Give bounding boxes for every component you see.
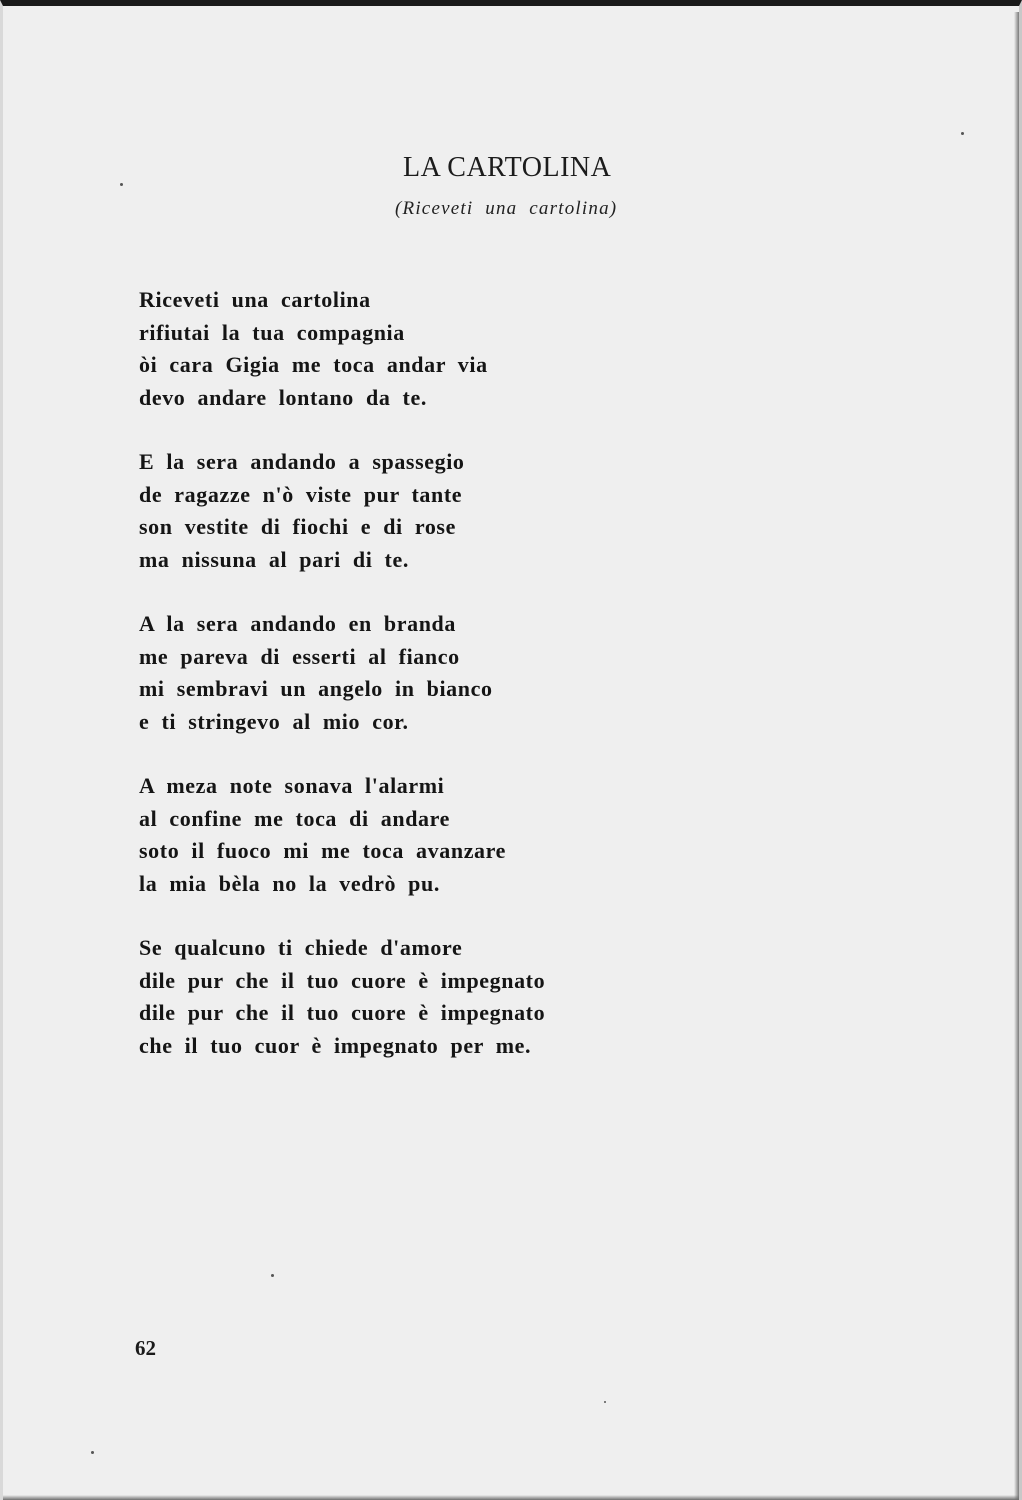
poem-line: mi sembravi un angelo in bianco: [139, 676, 493, 701]
poem-body: [139, 284, 699, 1094]
poem-line: ma nissuna al pari di te.: [139, 546, 409, 572]
print-speck: [271, 1274, 274, 1277]
stanza: [139, 446, 699, 576]
poem-subtitle: (Riceveti una cartolina): [395, 198, 618, 219]
poem-line: A la sera andando en branda: [139, 611, 456, 636]
poem-line: Riceveti una cartolina: [139, 287, 371, 312]
poem-line: rifiutai la tua compagnia: [139, 319, 405, 345]
print-speck: [961, 132, 964, 135]
poem-line: e ti stringevo al mio cor.: [139, 708, 409, 734]
poem-line: Se qualcuno ti chiede d'amore: [139, 935, 463, 960]
stanza: [139, 770, 699, 900]
poem-line: E la sera andando a spassegio: [139, 449, 465, 474]
print-speck: [91, 1451, 94, 1454]
page-edge-shadow-right: [1014, 12, 1019, 1500]
page-number: 62: [135, 1336, 156, 1360]
page-edge-shadow-bottom: [3, 1495, 1022, 1500]
poem-line: dile pur che il tuo cuore è impegnato: [139, 1000, 546, 1025]
poem-line: A meza note sonava l'alarmi: [139, 773, 445, 798]
poem-line: me pareva di esserti al fianco: [139, 643, 460, 669]
poem-line: òi cara Gigia me toca andar via: [139, 352, 488, 377]
poem-line: che il tuo cuor è impegnato per me.: [139, 1032, 532, 1058]
poem-line: soto il fuoco mi me toca avanzare: [139, 838, 506, 863]
poem-line: de ragazze n'ò viste pur tante: [139, 481, 463, 507]
poem-line: la mia bèla no la vedrò pu.: [139, 870, 440, 896]
poem-line: devo andare lontano da te.: [139, 384, 427, 410]
poem-title: LA CARTOLINA: [403, 152, 612, 183]
stanza: [139, 932, 699, 1062]
stanza: [139, 284, 699, 414]
print-speck: [120, 183, 123, 186]
stanza: [139, 608, 699, 738]
poem-line: son vestite di fiochi e di rose: [139, 514, 456, 539]
print-speck: [604, 1401, 606, 1403]
poem-line: dile pur che il tuo cuore è impegnato: [139, 967, 546, 993]
poem-line: al confine me toca di andare: [139, 805, 450, 831]
